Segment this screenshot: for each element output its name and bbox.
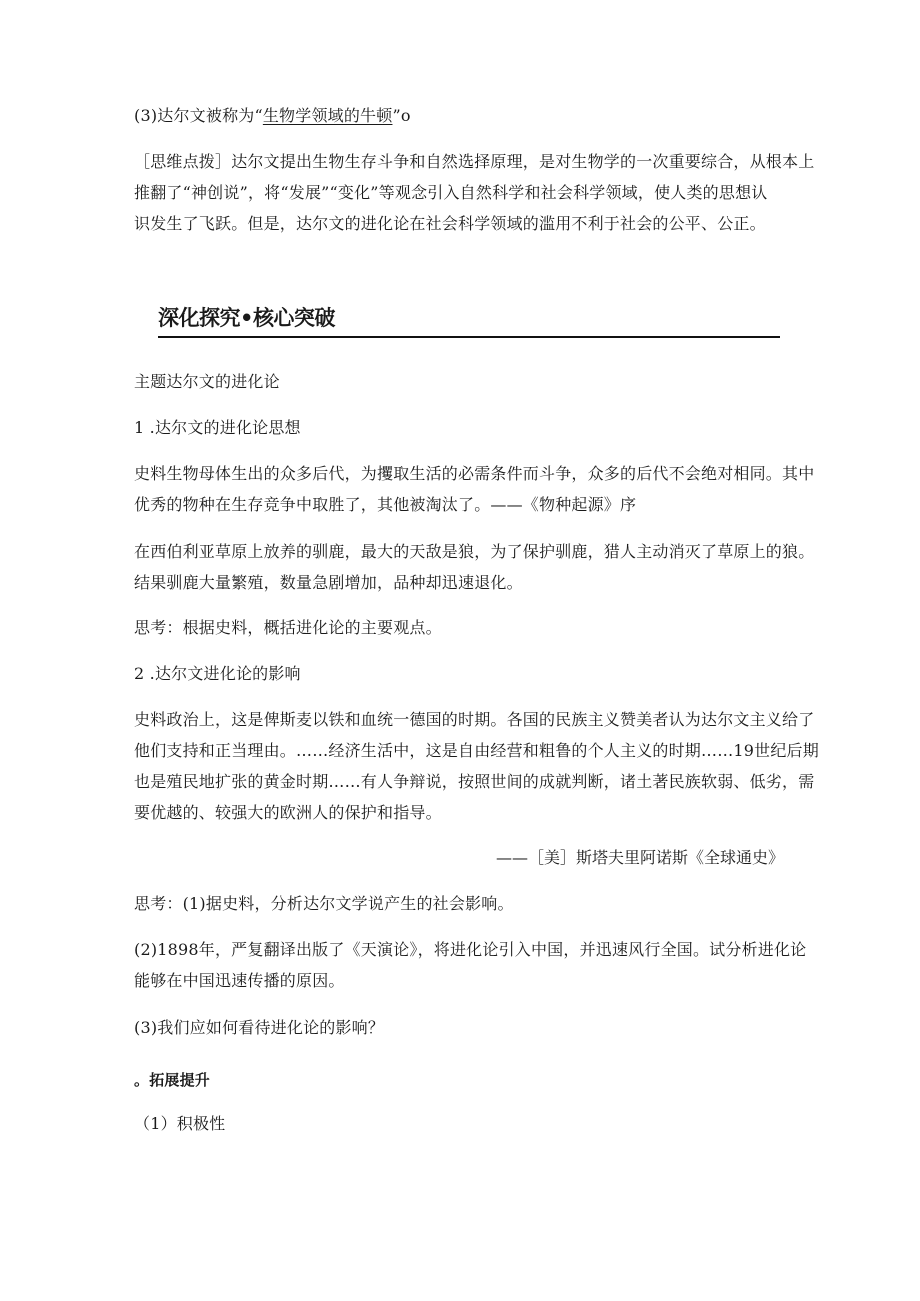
question-3-prefix: (3)达尔文被称为“: [134, 106, 263, 125]
question-3-suffix: ”o: [392, 106, 411, 125]
positive-subheading: （1）积极性: [134, 1114, 226, 1133]
expand-heading: 。拓展提升: [134, 1071, 211, 1089]
think-question-2-2: [134, 934, 807, 996]
think-question-2-3: (3)我们应如何看待进化论的影响？: [134, 1018, 385, 1037]
source-3-line: 他们支持和正当理由。……经济生活中，这是自由经营和粗鲁的个人主义的时期……19世纪后期: [134, 741, 819, 760]
question-3: [134, 100, 794, 132]
source-3-line: 史料政治上，这是俾斯麦以铁和血统一德国的时期。各国的民族主义赞美者认为达尔文主义给了: [134, 710, 815, 729]
source-3-line: 要优越的、较强大的欧洲人的保护和指导。: [134, 803, 442, 822]
source-3-paragraph: [134, 704, 819, 828]
think-question-2-2-line: (2)1898年，严复翻译出版了《天演论》，将进化论引入中国，并迅速风行全国。试分析进化论: [134, 940, 807, 959]
source-1-line: 优秀的物种在生存竞争中取胜了，其他被淘汰了。——《物种起源》序: [134, 495, 637, 514]
thinking-tip-line: 推翻了“神创说”，将“发展”“变化”等观念引入自然科学和社会科学领域，使人类的思想认: [134, 183, 768, 202]
subheading-1: 1 .达尔文的进化论思想: [134, 418, 301, 437]
source-2-paragraph: [134, 536, 815, 598]
source-1-line: 史料生物母体生出的众多后代，为攫取生活的必需条件而斗争，众多的后代不会绝对相同。其中: [134, 464, 815, 483]
source-2-line: 在西伯利亚草原上放养的驯鹿，最大的天敌是狼，为了保护驯鹿，猎人主动消灭了草原上的狼。: [134, 542, 815, 561]
section-title-part-a: 深化探究•: [158, 306, 253, 330]
source-attribution: ——［美］斯塔夫里阿诺斯《全球通史》: [495, 848, 784, 867]
think-question-2-2-line: 能够在中国迅速传播的原因。: [134, 971, 345, 990]
question-3-underlined-answer: 生物学领域的牛顿: [262, 106, 393, 125]
source-1-paragraph: [134, 458, 815, 520]
think-question-2-1: 思考：(1)据史料，分析达尔文学说产生的社会影响。: [134, 894, 514, 913]
thinking-tip-paragraph: [134, 146, 815, 239]
thinking-tip-line: 识发生了飞跃。但是，达尔文的进化论在社会科学领域的滥用不利于社会的公平、公正。: [134, 214, 766, 233]
source-3-line: 也是殖民地扩张的黄金时期……有人争辩说，按照世间的成就判断，诸土著民族软弱、低劣，需: [134, 772, 815, 791]
section-title: [158, 300, 780, 338]
source-2-line: 结果驯鹿大量繁殖，数量急剧增加，品种却迅速退化。: [134, 573, 523, 592]
think-question-1: 思考：根据史料，概括进化论的主要观点。: [134, 618, 442, 637]
section-title-part-b: 核心突破: [252, 306, 335, 330]
topic-heading: 主题达尔文的进化论: [134, 372, 280, 391]
thinking-tip-line: ［思维点拨］达尔文提出生物生存斗争和自然选择原理，是对生物学的一次重要综合，从根本上: [134, 152, 815, 171]
subheading-2: 2 .达尔文进化论的影响: [134, 664, 301, 683]
